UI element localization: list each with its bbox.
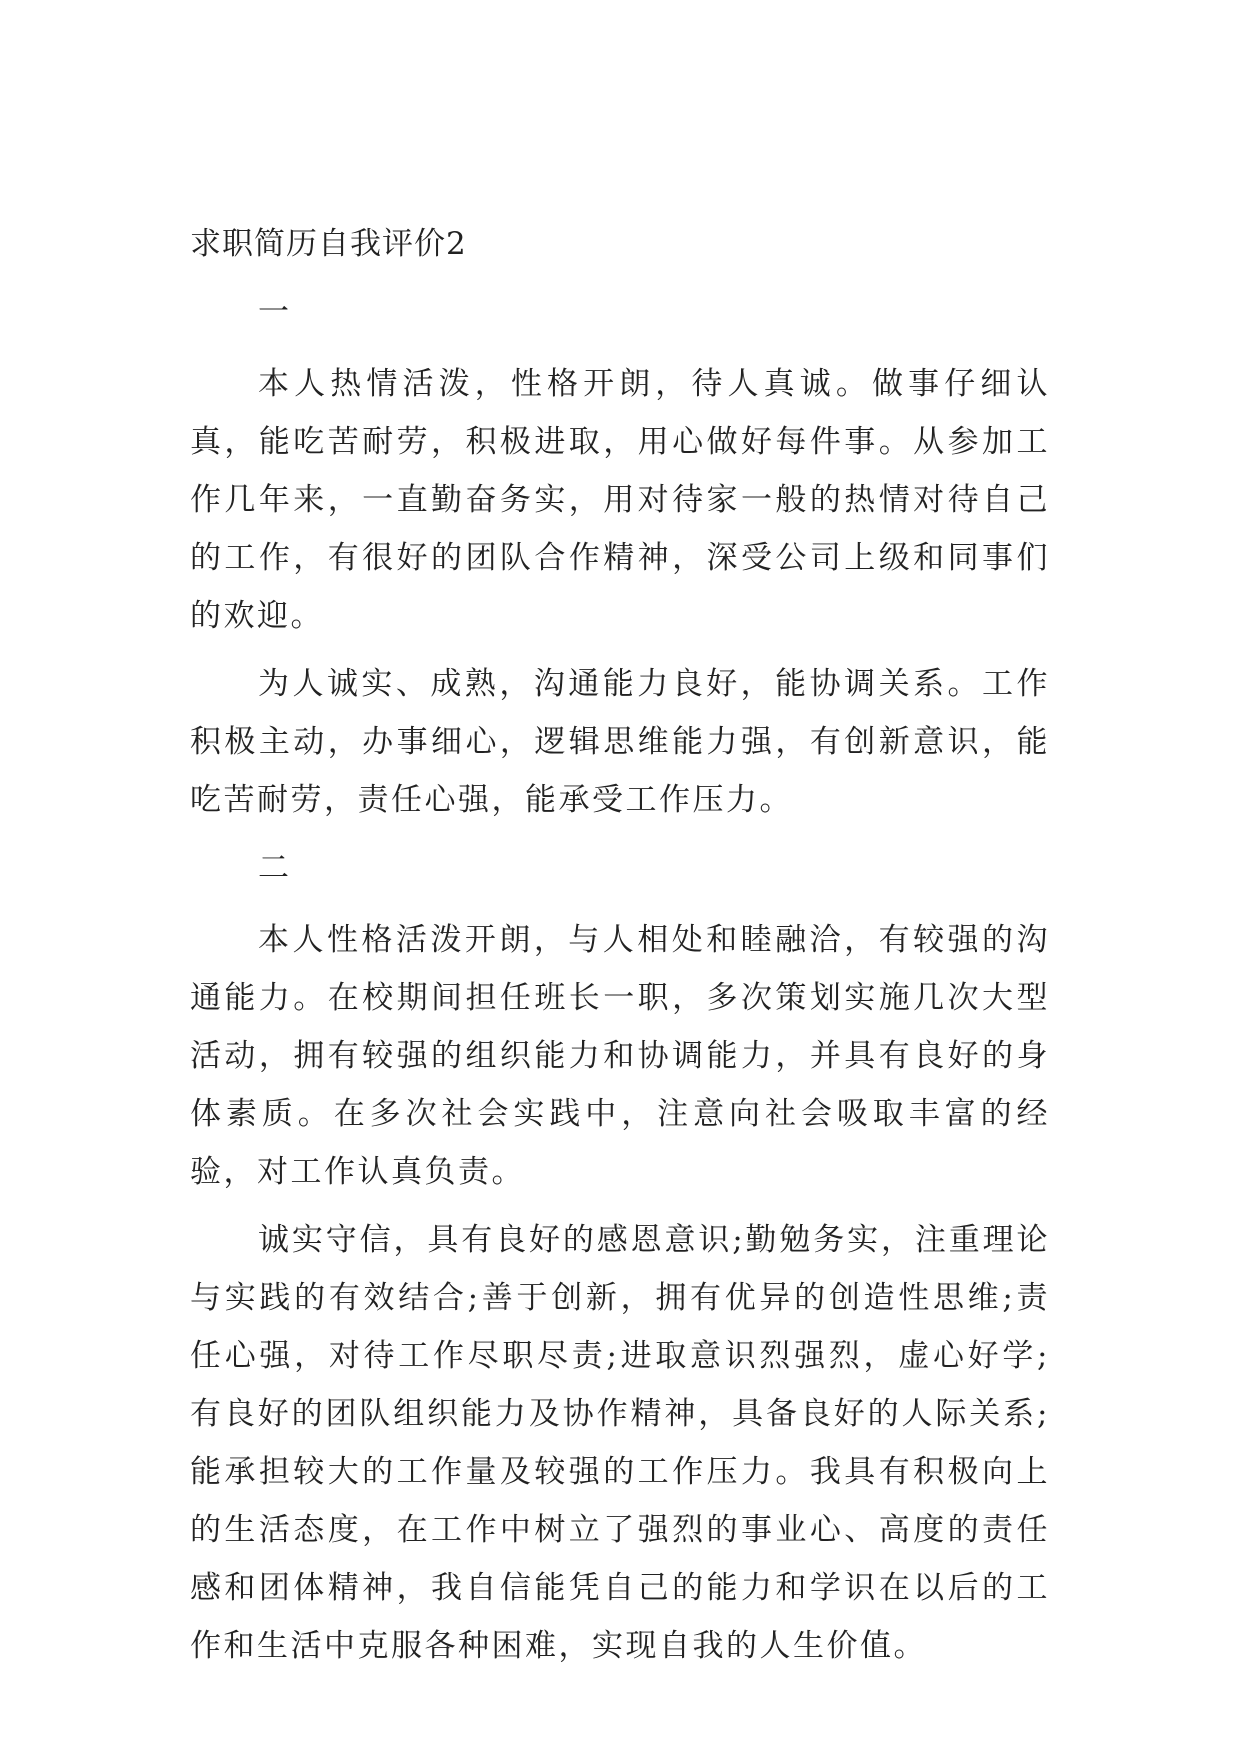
document-body <box>190 215 1050 1675</box>
section-label-1: 一 <box>258 294 292 330</box>
document-title: 求职简历自我评价2 <box>190 226 467 262</box>
section-2-paragraph-1: 本人性格活泼开朗，与人相处和睦融洽，有较强的沟通能力。在校期间担任班长一职，多次策划实施几次大型活动，拥有较强的组织能力和协调能力，并具有良好的身体素质。在多次社会实践中，注意向社会吸取丰富的经验，对工作认真负责。 <box>190 922 1050 1190</box>
section-label-2: 二 <box>258 850 292 886</box>
section-2-paragraph-2: 诚实守信，具有良好的感恩意识;勤勉务实，注重理论与实践的有效结合;善于创新，拥有优异的创造性思维;责任心强，对待工作尽职尽责;进取意识烈强烈，虚心好学;有良好的团队组织能力及协作精神，具备良好的人际关系;能承担较大的工作量及较强的工作压力。我具有积极向上的生活态度，在工作中树立了强烈的事业心、高度的责任感和团体精神，我自信能凭自己的能力和学识在以后的工作和生活中克服各种困难，实现自我的人生价值。 <box>190 1222 1050 1664</box>
section-1-paragraph-1: 本人热情活泼，性格开朗，待人真诚。做事仔细认真，能吃苦耐劳，积极进取，用心做好每件事。从参加工作几年来，一直勤奋务实，用对待家一般的热情对待自己的工作，有很好的团队合作精神，深受公司上级和同事们的欢迎。 <box>190 366 1050 634</box>
section-1-paragraph-2: 为人诚实、成熟，沟通能力良好，能协调关系。工作积极主动，办事细心，逻辑思维能力强，有创新意识，能吃苦耐劳，责任心强，能承受工作压力。 <box>190 666 1050 818</box>
